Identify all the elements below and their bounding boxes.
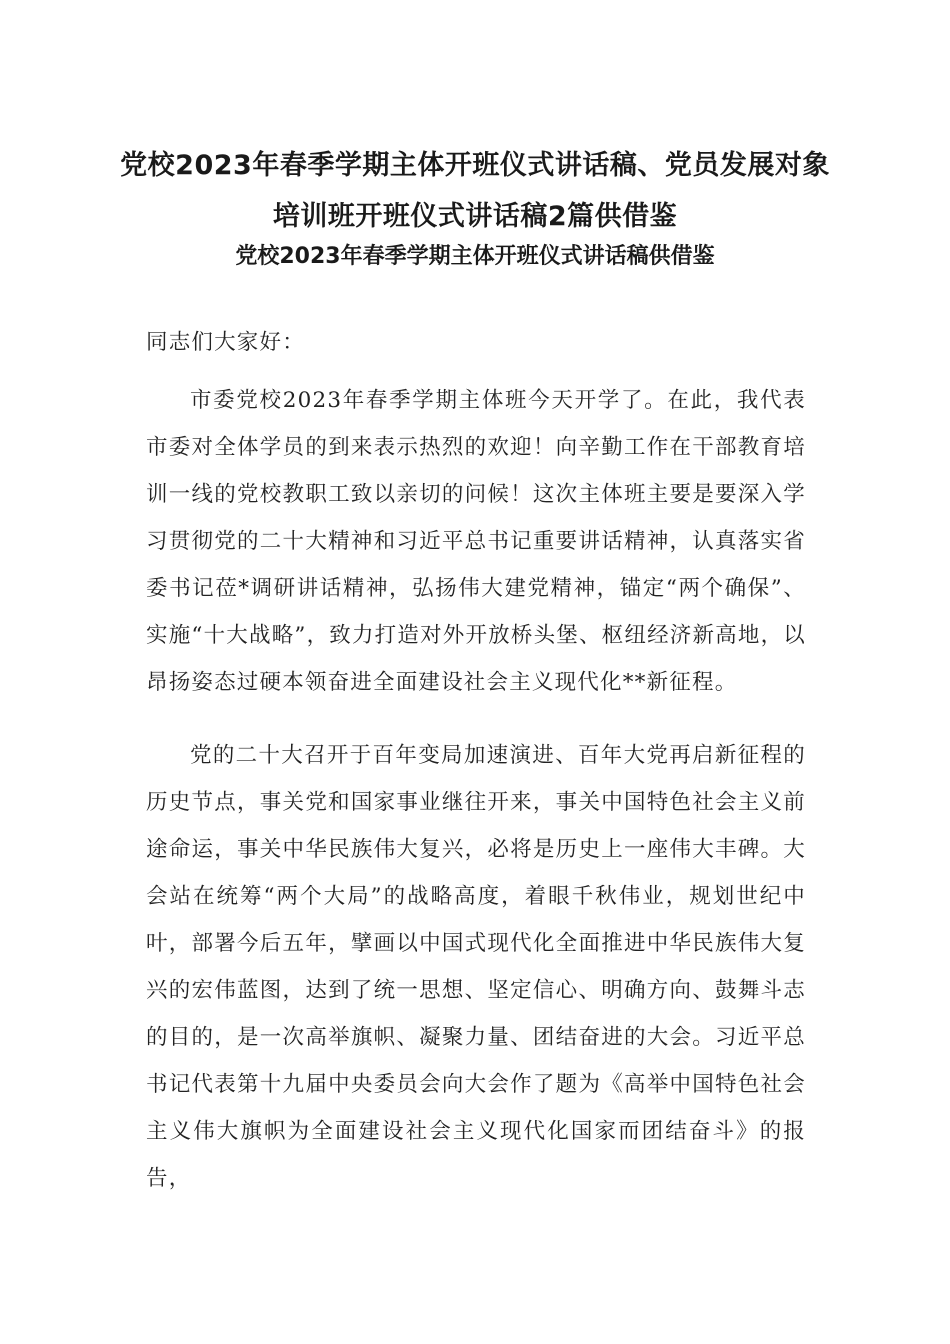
document-title-line-2: 培训班开班仪式讲话稿2篇供借鉴 xyxy=(272,201,678,232)
body-paragraph-1: 市委党校2023年春季学期主体班今天开学了。在此，我代表市委对全体学员的到来表示热烈的欢迎！向辛勤工作在干部教育培训一线的党校教职工致以亲切的问候！这次主体班主要是要深入学习贯彻党的二十大精神和习近平总书记重要讲话精神，认真落实省委书记莅*调研讲话精神，弘扬伟大建党精神，锚定“两个确保”、实施“十大战略”，致力打造对外开放桥头堡、枢纽经济新高地，以昂扬姿态过硬本领奋进全面建设社会主义现代化**新征程。 xyxy=(146,388,806,695)
section-title: 党校2023年春季学期主体开班仪式讲话稿供借鉴 xyxy=(235,244,715,269)
greeting-text: 同志们大家好： xyxy=(146,330,305,355)
document-title-line-1: 党校2023年春季学期主体开班仪式讲话稿、党员发展对象 xyxy=(120,150,830,181)
body-paragraph-2: 党的二十大召开于百年变局加速演进、百年大党再启新征程的历史节点，事关党和国家事业继往开来，事关中国特色社会主义前途命运，事关中华民族伟大复兴，必将是历史上一座伟大丰碑。大会站在统筹“两个大局”的战略高度，着眼千秋伟业，规划世纪中叶，部署今后五年，擘画以中国式现代化全面推进中华民族伟大复兴的宏伟蓝图，达到了统一思想、坚定信心、明确方向、鼓舞斗志的目的，是一次高举旗帜、凝聚力量、团结奋进的大会。习近平总书记代表第十九届中央委员会向大会作了题为《高举中国特色社会主义伟大旗帜为全面建设社会主义现代化国家而团结奋斗》的报告， xyxy=(146,743,806,1191)
